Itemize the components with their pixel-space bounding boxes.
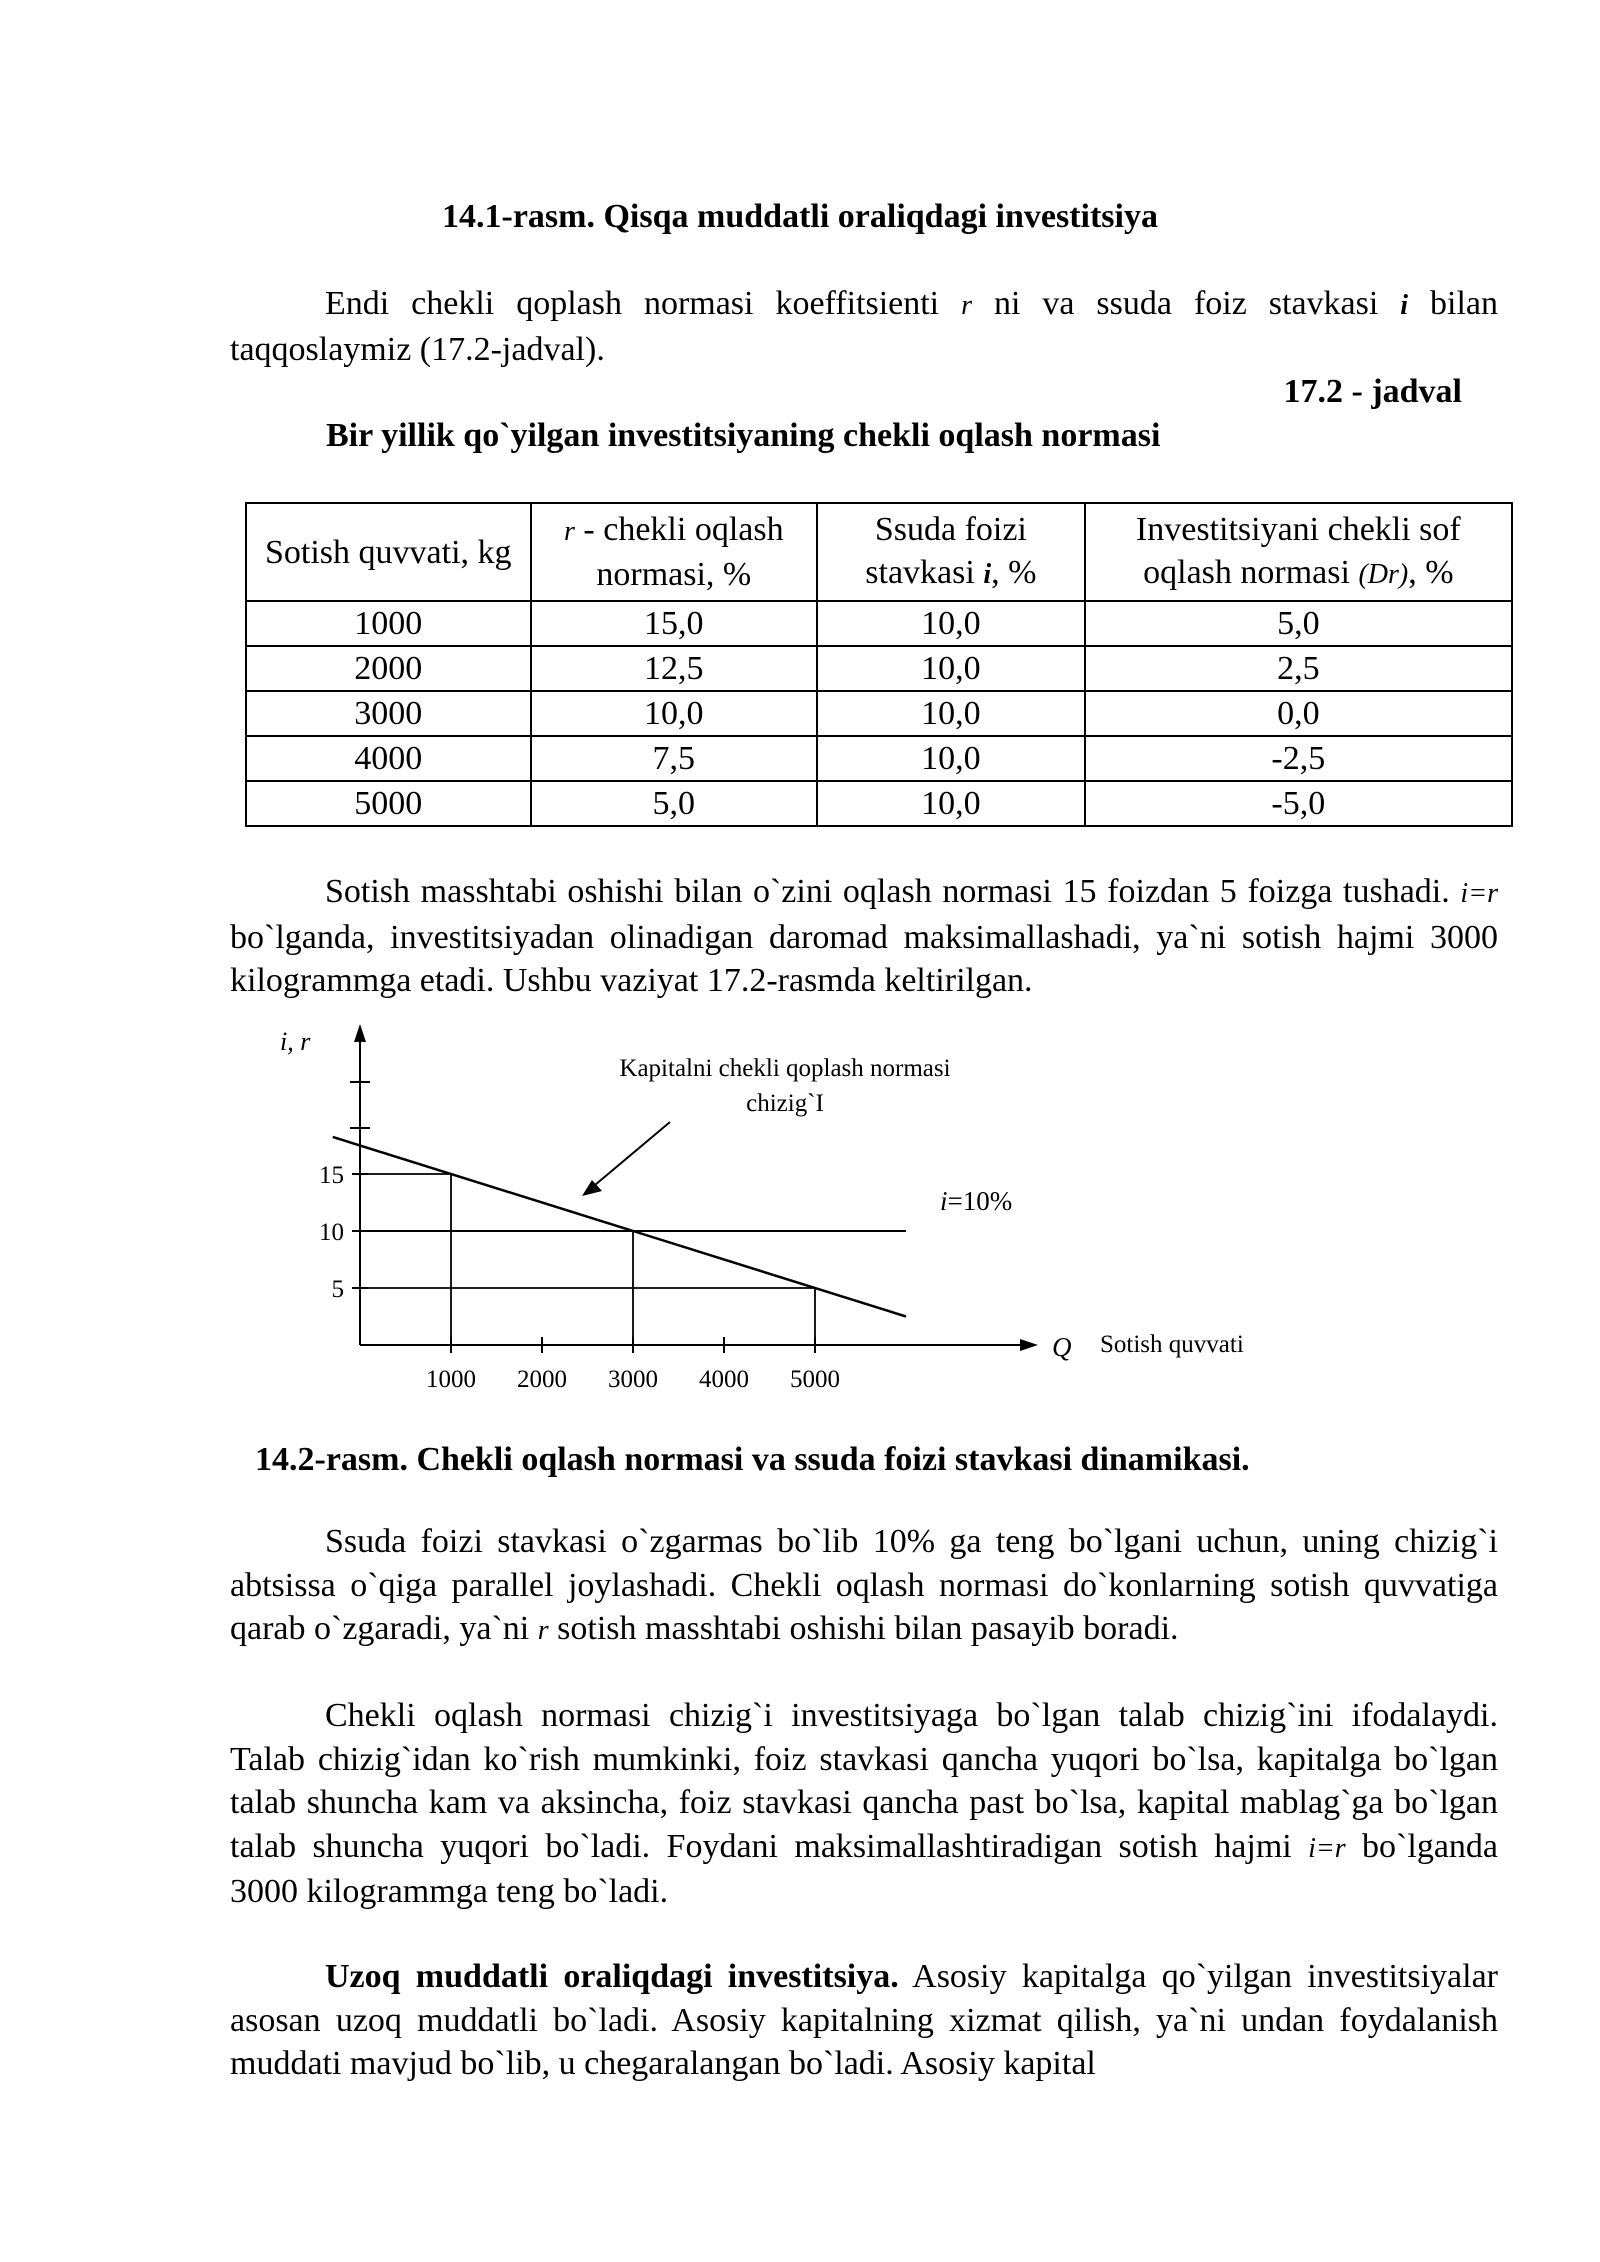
cell-marginal-rate: 10,0 [531, 691, 818, 736]
paragraph-3 [230, 1520, 1498, 1653]
x-tick-label: 4000 [699, 1366, 749, 1393]
cell-loan-rate: 10,0 [817, 646, 1085, 691]
y-tick-label: 15 [319, 1162, 344, 1189]
para2-text-2: bo`lganda, investitsiyadan olinadigan daromad maksimallashadi, ya`ni sotish hajmi 3000 kilogrammga etadi. Ushbu vaziyat 17.2-rasmda keltirilgan. [230, 918, 1498, 999]
table-title: Bir yillik qo`yilgan investitsiyaning chekli oqlash normasi [326, 417, 1161, 454]
math-var-r: r [537, 1615, 549, 1646]
chart-ticks [319, 1162, 840, 1393]
cell-loan-rate: 10,0 [817, 601, 1085, 646]
cell-capacity: 4000 [246, 736, 531, 781]
section-heading-long-term: Uzoq muddatli oraliqdagi investitsiya. [325, 1958, 899, 1995]
paragraph-2 [230, 870, 1498, 1003]
table-row [246, 601, 1512, 646]
header-marginal-rate-label: - chekli oqlash normasi, % [583, 511, 784, 593]
figure-caption-14-1: 14.1-rasm. Qisqa muddatli oraliqdagi investitsiya [442, 198, 1158, 235]
y-tick-label: 5 [331, 1276, 344, 1303]
header-loan-rate [817, 503, 1085, 601]
x-tick-label: 5000 [790, 1366, 840, 1393]
header-marginal-rate [531, 503, 818, 601]
paragraph-4 [230, 1694, 1498, 1914]
rate-chart [230, 1010, 1400, 1420]
table-row [246, 781, 1512, 826]
header-var-dr: (Dr) [1358, 559, 1409, 590]
math-i-equals-r: i=r [1308, 1832, 1346, 1864]
header-sales-capacity: Sotish quvvati, kg [246, 503, 531, 601]
header-net-rate-unit: , % [1408, 554, 1454, 591]
cell-marginal-rate: 15,0 [531, 601, 818, 646]
cell-loan-rate: 10,0 [817, 736, 1085, 781]
para2-text-1: Sotish masshtabi oshishi bilan o`zini oqlash normasi 15 foizdan 5 foizga tushadi. [325, 873, 1450, 910]
math-i-equals-r: i=r [1460, 878, 1498, 909]
cell-capacity: 5000 [246, 781, 531, 826]
para4-text-1: Chekli oqlash normasi chizig`i investitsiyaga bo`lgan talab chizig`ini ifodalaydi. Talab chizig`idan ko`rish mumkinki, foiz stavkasi qancha yuqori bo`lsa, kapitalga bo`lgan talab shuncha kam va aksincha, foiz stavkasi qancha past bo`lsa, kapital mablag`ga bo`lgan talab shuncha yuqori bo`ladi. Foydani maksimallashtiradigan sotish hajmi [230, 1697, 1498, 1865]
intro-paragraph [230, 282, 1498, 371]
y-tick-label: 10 [319, 1219, 344, 1246]
table-row [246, 646, 1512, 691]
header-net-rate-label: Investitsiyani chekli sof oqlash normasi [1135, 511, 1461, 591]
annotation-arrow-line [595, 1122, 670, 1185]
cell-capacity: 3000 [246, 691, 531, 736]
x-tick-label: 2000 [517, 1366, 567, 1393]
cell-net-rate: -2,5 [1085, 736, 1512, 781]
header-var-r: r [564, 516, 575, 547]
intro-text-1: Endi chekli qoplash normasi koeffitsienti [325, 285, 940, 322]
x-axis-arrow [1020, 1339, 1038, 1351]
header-loan-rate-label: Ssuda foizi stavkasi [865, 511, 1027, 591]
cell-net-rate: -5,0 [1085, 781, 1512, 826]
paragraph-5 [230, 1955, 1498, 2086]
cell-loan-rate: 10,0 [817, 691, 1085, 736]
chart-guide-lines [360, 1174, 815, 1345]
table-header-row [246, 503, 1512, 601]
y-axis-arrow [354, 1024, 366, 1042]
para4-text-2: bo`lganda 3000 kilogrammga teng bo`ladi. [230, 1827, 1498, 1910]
intro-text-2: ni va ssuda foiz stavkasi [993, 285, 1379, 322]
data-table [245, 502, 1513, 827]
cell-marginal-rate: 12,5 [531, 646, 818, 691]
header-loan-rate-unit: , % [991, 554, 1037, 591]
table-row [246, 736, 1512, 781]
figure-caption-14-2: 14.2-rasm. Chekli oqlash normasi va ssuda foizi stavkasi dinamikasi. [255, 1441, 1250, 1478]
x-axis-label-extra: Sotish quvvati [1100, 1331, 1244, 1358]
math-var-r: r [961, 290, 972, 321]
cell-marginal-rate: 7,5 [531, 736, 818, 781]
header-var-i: i [983, 559, 992, 590]
x-tick-label: 1000 [426, 1366, 476, 1393]
x-axis-label: Q [1052, 1332, 1072, 1362]
para5-text: Asosiy kapitalga qo`yilgan investitsiyalar asosan uzoq muddatli bo`ladi. Asosiy kapitalning xizmat qilish, ya`ni undan foydalanish muddati mavjud bo`lib, u chegaralangan bo`ladi. Asosiy kapital [230, 1958, 1498, 2082]
x-tick-label: 3000 [608, 1366, 658, 1393]
cell-net-rate: 0,0 [1085, 691, 1512, 736]
intro-text-3: bilan taqqoslaymiz (17.2-jadval). [230, 285, 1499, 368]
cell-capacity: 2000 [246, 646, 531, 691]
cell-marginal-rate: 5,0 [531, 781, 818, 826]
cell-net-rate: 2,5 [1085, 646, 1512, 691]
para3-text-2: sotish masshtabi oshishi bilan pasayib boradi. [557, 1610, 1179, 1647]
series-label-i-10: i=10% [940, 1186, 1013, 1216]
cell-capacity: 1000 [246, 601, 531, 646]
annotation-line-1: Kapitalni chekli qoplash normasi [619, 1055, 951, 1082]
cell-net-rate: 5,0 [1085, 601, 1512, 646]
para3-text-1: Ssuda foizi stavkasi o`zgarmas bo`lib 10% ga teng bo`lgani uchun, uning chizig`i abtsissa o`qiga parallel joylashadi. Chekli oqlash normasi do`konlarning sotish quvvatiga qarab o`zgaradi, ya`ni [230, 1523, 1498, 1647]
header-net-rate [1085, 503, 1512, 601]
cell-loan-rate: 10,0 [817, 781, 1085, 826]
annotation-line-2: chizig`I [746, 1090, 824, 1117]
table-row [246, 691, 1512, 736]
y-axis-label: i, r [280, 1027, 311, 1056]
table-number: 17.2 - jadval [1283, 373, 1462, 410]
math-var-i: i [1400, 290, 1409, 321]
